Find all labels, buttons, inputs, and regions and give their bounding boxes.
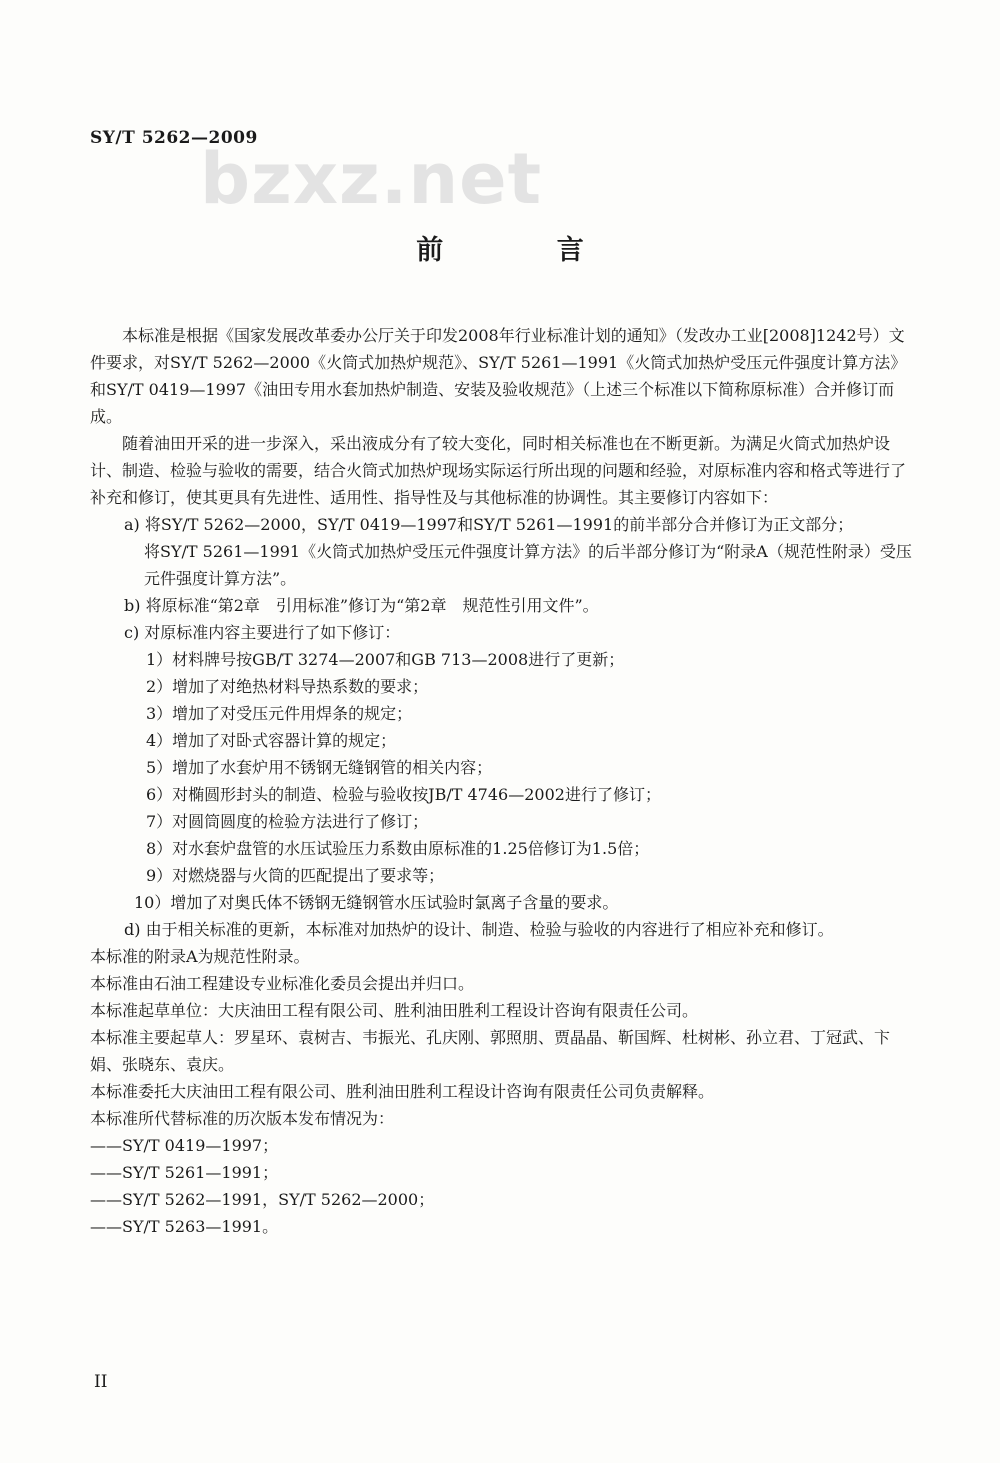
revision-c-item: 6）对椭圆形封头的制造、检验与验收按JB/T 4746—2002进行了修订；: [146, 785, 661, 804]
closing-line: 本标准主要起草人：罗星环、袁树吉、韦振光、孔庆刚、郭照朋、贾晶晶、靳国辉、杜树彬、孙立君、丁冠武、卞娟、张晓东、袁庆。: [90, 1028, 891, 1074]
revision-c-item: 7）对圆筒圆度的检验方法进行了修订；: [146, 812, 429, 831]
closing-line: 本标准委托大庆油田工程有限公司、胜利油田胜利工程设计咨询有限责任公司负责解释。: [90, 1082, 715, 1101]
page-number: II: [94, 1372, 108, 1392]
revision-d: d) 由于相关标准的更新，本标准对加热炉的设计、制造、检验与验收的内容进行了相应补充和修订。: [124, 920, 834, 939]
revision-c-item: 10）增加了对奥氏体不锈钢无缝钢管水压试验时氯离子含量的要求。: [134, 893, 619, 912]
revision-c: c) 对原标准内容主要进行了如下修订：: [124, 623, 401, 642]
closing-line: 本标准起草单位：大庆油田工程有限公司、胜利油田胜利工程设计咨询有限责任公司。: [90, 1001, 699, 1020]
foreword-body: [90, 322, 920, 1240]
revision-a: a) 将SY/T 5262—2000，SY/T 0419—1997和SY/T 5261—1991的前半部分合并修订为正文部分；: [124, 515, 854, 534]
paragraph: 本标准是根据《国家发展改革委办公厅关于印发2008年行业标准计划的通知》（发改办工业[2008]1242号）文件要求，对SY/T 5262—2000《火筒式加热炉规范》、SY/T 5261—1991《火筒式加热炉受压元件强度计算方法》和SY/T 0419—1997《油田专用水套加热炉制造、安装及验收规范》（上述三个标准以下简称原标准）合并修订而成。: [90, 326, 907, 426]
revision-c-item: 9）对燃烧器与火筒的匹配提出了要求等；: [146, 866, 445, 885]
revision-c-item: 4）增加了对卧式容器计算的规定；: [146, 731, 397, 750]
revision-c-item: 8）对水套炉盘管的水压试验压力系数由原标准的1.25倍修订为1.5倍；: [146, 839, 650, 858]
closing-line: 本标准由石油工程建设专业标准化委员会提出并归口。: [90, 974, 475, 993]
closing-line: 本标准的附录A为规范性附录。: [90, 947, 310, 966]
history-item: ——SY/T 5263—1991。: [90, 1217, 279, 1236]
revision-a-continuation: 将SY/T 5261—1991《火筒式加热炉受压元件强度计算方法》的后半部分修订为“附录A（规范性附录）受压元件强度计算方法”。: [144, 542, 912, 588]
page-title: 前 言: [416, 235, 636, 266]
history-item: ——SY/T 5262—1991，SY/T 5262—2000；: [90, 1190, 435, 1209]
revision-c-item: 2）增加了对绝热材料导热系数的要求；: [146, 677, 429, 696]
closing-line: 本标准所代替标准的历次版本发布情况为：: [90, 1109, 395, 1128]
watermark: bzxz.net: [200, 138, 543, 220]
history-item: ——SY/T 0419—1997；: [90, 1136, 279, 1155]
revision-c-item: 5）增加了水套炉用不锈钢无缝钢管的相关内容；: [146, 758, 493, 777]
revision-c-item: 3）增加了对受压元件用焊条的规定；: [146, 704, 413, 723]
history-item: ——SY/T 5261—1991；: [90, 1163, 279, 1182]
standard-code-header: SY/T 5262—2009: [90, 128, 258, 148]
revision-c-item: 1）材料牌号按GB/T 3274—2007和GB 713—2008进行了更新；: [146, 650, 625, 669]
revision-b: b) 将原标准“第2章 引用标准”修订为“第2章 规范性引用文件”。: [124, 596, 599, 615]
paragraph: 随着油田开采的进一步深入，采出液成分有了较大变化，同时相关标准也在不断更新。为满足火筒式加热炉设计、制造、检验与验收的需要，结合火筒式加热炉现场实际运行所出现的问题和经验，对原标准内容和格式等进行了补充和修订，使其更具有先进性、适用性、指导性及与其他标准的协调性。其主要修订内容如下：: [90, 434, 907, 507]
